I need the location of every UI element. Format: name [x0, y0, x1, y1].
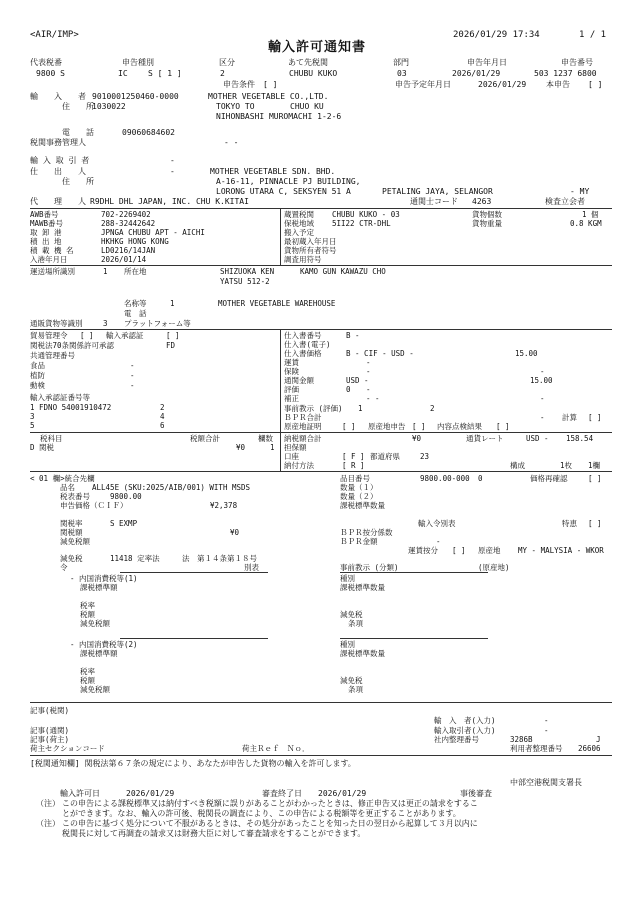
shanai-seiri-j: J	[596, 735, 601, 744]
keisan-value: [ ]	[588, 413, 602, 422]
label-nozei: 納税額合計	[284, 434, 322, 443]
shosho-3: 3	[30, 412, 35, 421]
transit-code: 1	[103, 267, 108, 276]
divider	[30, 265, 612, 266]
note-1b: とができます。なお、輸入の許可後、税関長の調査により、この申告による税額等を更正することがあります。	[62, 809, 461, 818]
label-transit: 運送場所識別	[30, 267, 75, 276]
juryo-value: 0.8 KGM	[570, 219, 602, 228]
note-mark-1: （注）	[36, 799, 60, 808]
label-dairi: 代表税番	[30, 58, 62, 67]
yotei-value: 2026/01/29	[478, 80, 527, 89]
label-hoken: 保険	[284, 367, 299, 376]
label-hosei: 補正	[284, 394, 299, 403]
tsukanshi-value: 4263	[472, 197, 492, 206]
shosho-1: 1 FDNO 54001910472	[30, 403, 112, 412]
shanai-seiri-value: 3286B	[510, 735, 533, 744]
shubetsu-value-2: S [ 1 ]	[148, 69, 182, 78]
label-rate: 通貨レート	[466, 434, 504, 443]
label-platform: 通販貨物等識別	[30, 319, 83, 328]
atesaki-value: CHUBU KUKO	[289, 69, 338, 78]
label-juryo: 貨物重量	[472, 219, 502, 228]
awb-value: 702-2269402	[101, 210, 151, 219]
label-gensanchi: 原産地	[478, 546, 501, 555]
shinkoku-date-value: 2026/01/29	[452, 69, 501, 78]
kakaku-saikakunin-value: [ ]	[588, 474, 602, 483]
label-torihiki-input: 輸入取引者(入力)	[434, 726, 496, 735]
label-kanzei-ritsu: 関税率	[60, 519, 83, 528]
label-kimei: 積 載 機 名	[30, 246, 74, 255]
gensan-shomei-value: [ ]	[342, 422, 356, 431]
label-todofuken: 都道府県	[370, 452, 400, 461]
divider	[30, 471, 612, 472]
consumption-1-zeigaku: 税額	[80, 610, 95, 619]
label-genmen-gaku: 減免税額	[60, 537, 90, 546]
shokuhin-value: -	[130, 361, 135, 370]
kosei-mai: 1枚	[560, 461, 573, 470]
label-shokuhin: 食品	[30, 361, 45, 370]
label-yunyu-rei: 輸入令別表	[418, 519, 456, 528]
document-title: 輸入許可通知書	[268, 40, 367, 55]
invoice-price-value: 15.00	[515, 349, 538, 358]
label-kensa: 検査立会者	[545, 197, 585, 206]
nozei-value: ¥0	[412, 434, 422, 443]
platform-value: プラットフォーム等	[124, 319, 191, 328]
label-ref-no: 荷主Ｒｅｆ Ｎｏ．	[242, 744, 310, 753]
note-2a: この申告に基づく処分について不服があるときは、その処分があったことを知った日の翌日から起算して３月以内に	[62, 819, 478, 828]
label-yotei: 申告予定年月日	[395, 80, 451, 89]
item-header: < 01 欄>統合先欄	[30, 474, 95, 483]
hyoka-dash: -	[366, 385, 371, 394]
bpr-dash: -	[436, 537, 441, 546]
label-shinkoku-no: 申告番号	[561, 58, 593, 67]
label-dairinin: 代 理 人	[30, 197, 86, 206]
shokubutsu-value: -	[130, 371, 135, 380]
label-kosu: 貨物個数	[472, 210, 502, 219]
label-shinsa-date: 審査終了日	[262, 789, 302, 798]
tsumidashi-value: HKHKG HONG KONG	[101, 237, 169, 246]
label-shosho: 輸入承認証番号等	[30, 393, 90, 402]
unchin-value: -	[366, 358, 371, 367]
hosei-dash: -	[540, 394, 545, 403]
consumption-2-kazei: 課税標準額	[80, 649, 118, 658]
hinmei-value: ALL45E (SKU:2025/AIB/001) WITH MSDS	[92, 483, 251, 492]
invoice-no-value: B -	[346, 331, 360, 340]
label-invoice-electronic: 仕入書(電子)	[284, 340, 331, 349]
divider	[280, 433, 281, 471]
label-genzei: 減免税	[60, 554, 83, 563]
kyoka-date-value: 2026/01/29	[126, 789, 175, 798]
label-chosa: 調査用符号	[284, 255, 322, 264]
jizen-gensanchi: (原産地)	[478, 563, 510, 572]
rate-currency: USD -	[526, 434, 549, 443]
consumption-1-joko: 条項	[348, 619, 363, 628]
page-number: 1 / 1	[579, 30, 607, 40]
nofu-value: [ R ]	[342, 461, 365, 470]
customs-office: 中部空港税関支署長	[510, 778, 582, 787]
shonin-value: [ ]	[166, 331, 180, 340]
label-zochi: 蔵置税関	[284, 210, 314, 219]
label-transit-address: 所在地	[124, 267, 147, 276]
divider	[30, 755, 612, 756]
consumption-2-genmen: 減免税	[340, 676, 363, 685]
hinmoku-n: 0	[478, 474, 483, 483]
label-section-code: 荷主セクションコード	[30, 744, 105, 753]
label-kiji-nyushu: 記事(荷主)	[30, 735, 70, 744]
yunyusha-input-value: -	[544, 716, 549, 725]
importer-address-1: TOKYO TO	[216, 102, 255, 111]
note-2b: 税関長に対して再調査の請求又は財務大臣に対して審査請求をすることができます。	[62, 829, 366, 838]
hozei-value: 5II22 CTR-DHL	[332, 219, 391, 228]
shubetsu-value: IC	[118, 69, 128, 78]
label-tsukan: 通関金額	[284, 376, 314, 385]
label-joken: 申告条件	[223, 80, 255, 89]
label-shinkoku-shubetsu: 申告種別	[122, 58, 154, 67]
importer-name: MOTHER VEGETABLE CO.,LTD.	[208, 92, 329, 101]
hoken-dash: -	[540, 367, 545, 376]
tokkei-value: [ ]	[588, 519, 602, 528]
importer-code: 9010001250460-0000	[92, 92, 179, 101]
label-unchin-anbun: 運賃按分	[408, 546, 438, 555]
label-kosei: 構成	[510, 461, 525, 470]
label-rankazu: 欄数	[258, 434, 273, 443]
consumption-1-shubetsu: 種別	[340, 574, 355, 583]
label-zeimu: 税関事務管理人	[30, 138, 86, 147]
kanzei-gaku-value: ¥0	[230, 528, 240, 537]
kosu-value: 1 個	[582, 210, 599, 219]
label-hinmoku: 品目番号	[340, 474, 370, 483]
label-denwa: 電 話	[124, 309, 147, 318]
note-mark-2: （注）	[36, 819, 60, 828]
divider	[120, 638, 268, 639]
label-atesaki: あて先税関	[288, 58, 328, 67]
rate-value: 158.54	[566, 434, 594, 443]
torihiki-value: -	[170, 156, 175, 165]
label-bpr-keisu: ＢＰＲ按分係数	[340, 528, 393, 537]
todofuken-value: 23	[420, 452, 430, 461]
transit-address-1b: KAMO GUN KAWAZU CHO	[300, 267, 386, 276]
label-awb: AWB番号	[30, 210, 59, 219]
label-hyoka: 評価	[284, 385, 299, 394]
meisho-value: MOTHER VEGETABLE WAREHOUSE	[218, 299, 336, 308]
consumption-1-kazei-suryo: 課税標準数量	[340, 583, 385, 592]
zeigaku-total: ¥0	[236, 443, 246, 452]
label-shonin: 輸入承認証	[106, 331, 144, 340]
invoice-price-terms: B - CIF - USD -	[346, 349, 414, 358]
label-boeki: 貿易管理令	[30, 331, 68, 340]
label-cif: 申告価格（ＣＩＦ）	[60, 501, 128, 510]
honshinkoku-value: [ ]	[588, 80, 603, 89]
transit-address-1: SHIZUOKA KEN	[220, 267, 275, 276]
kimei-value: LD0216/14JAN	[101, 246, 156, 255]
consumption-2-kazei-suryo: 課税標準数量	[340, 649, 385, 658]
label-bpr-kingaku: ＢＰＲ金額	[340, 537, 378, 546]
consumption-2-joko: 条項	[348, 685, 363, 694]
divider	[30, 208, 612, 209]
shosho-6: 6	[160, 421, 165, 430]
consumption-2-menzei: 減免税額	[80, 685, 110, 694]
consumption-2-shubetsu: 種別	[340, 640, 355, 649]
label-kubun: 区分	[219, 58, 235, 67]
tsukan-currency: USD -	[346, 376, 369, 385]
label-kyotsu: 共通管理番号	[30, 351, 75, 360]
divider	[340, 638, 488, 639]
label-kiji-tsukan: 記事(通関)	[30, 726, 70, 735]
consumption-2-zeiritsu: 税率	[80, 667, 95, 676]
label-importer-address: 住 所	[62, 102, 94, 111]
label-yunyusha-input: 輸 入 者(入力)	[434, 716, 496, 725]
consumption-2-title: - 内国消費税等(2)	[70, 640, 138, 649]
label-kanzei-gaku: 関税額	[60, 528, 83, 537]
label-importer: 輸 入 者	[30, 92, 86, 101]
keisan-dash: -	[540, 413, 545, 422]
label-jizen-bunrui: 事前教示 (分類)	[340, 563, 399, 572]
meisho-code: 1	[170, 299, 175, 308]
label-jizen-hyoka: 事前教示 (評価)	[284, 404, 343, 413]
label-hinmei: 品名	[60, 483, 75, 492]
kanzei-ritsu-value: S EXMP	[110, 519, 138, 528]
cif-value: ¥2,378	[210, 501, 238, 510]
divider	[280, 209, 281, 266]
label-naiyo: 内容点検結果	[437, 422, 482, 431]
label-suryo-1: 数量（１）	[340, 483, 378, 492]
torihiki-input-value: -	[544, 726, 549, 735]
consumption-1-kazei: 課税標準額	[80, 583, 118, 592]
label-shinkoku-date: 申告年月日	[467, 58, 507, 67]
genzei-value: 11418 定率法	[110, 554, 160, 563]
doken-value: -	[130, 381, 135, 390]
label-shidashi: 仕 出 人	[30, 167, 86, 176]
tsukan-value: 15.00	[530, 376, 553, 385]
shosho-4: 4	[160, 412, 165, 421]
label-hozei: 保税地域	[284, 219, 314, 228]
label-kiji-zeikan: 記事(税関)	[30, 706, 70, 715]
label-tsukanshi: 通関士コード	[410, 197, 458, 206]
label-bumon: 部門	[393, 58, 409, 67]
shidashi-value: -	[170, 167, 175, 176]
torioroshi-value: JPNGA CHUBU APT - AICHI	[101, 228, 205, 237]
label-torioroshi: 取 卸 港	[30, 228, 62, 237]
label-bpr-total: ＢＰＲ合計	[284, 413, 322, 422]
shosho-2: 2	[160, 403, 165, 412]
label-tokkei: 特恵	[562, 519, 577, 528]
notice-text: [税関通知欄] 関税法第６７条の規定により、あなたが申告した貨物の輸入を許可します。	[30, 759, 356, 768]
divider	[120, 572, 268, 573]
importer-tel: 09060684602	[122, 128, 175, 137]
bumon-value: 03	[397, 69, 407, 78]
label-nofu: 納付方法	[284, 461, 314, 470]
label-riyosha-seiri: 利用者整理番号	[510, 744, 563, 753]
riyosha-seiri-value: 26606	[578, 744, 601, 753]
importer-zip: 1030022	[92, 102, 126, 111]
hinmoku-value: 9800.00-000	[420, 474, 470, 483]
zeihyo-value: 9800.00	[110, 492, 142, 501]
label-hannyu: 搬入予定	[284, 228, 314, 237]
label-invoice-price: 仕入書価格	[284, 349, 322, 358]
naiyo-value: [ ]	[496, 422, 510, 431]
divider	[30, 702, 612, 703]
consumption-1-genmen: 減免税	[340, 610, 363, 619]
divider	[340, 572, 488, 573]
label-tanpo: 担保額	[284, 443, 307, 452]
koza-value: [ F ]	[342, 452, 365, 461]
label-jigo-shinsa: 事後審査	[460, 789, 492, 798]
exporter-address-1: A-16-11, PINNACLE PJ BUILDING,	[216, 177, 361, 186]
label-importer-tel: 電 話	[62, 128, 94, 137]
label-shanai-seiri: 社内整理番号	[434, 735, 479, 744]
shosho-5: 5	[30, 421, 35, 430]
hoken-value: -	[366, 367, 371, 376]
joken-value: [ ]	[263, 80, 278, 89]
label-meisho: 名称等	[124, 299, 147, 308]
nyuko-value: 2026/01/14	[101, 255, 147, 264]
dairi-value: 9800 S	[36, 69, 65, 78]
label-mawb: MAWB番号	[30, 219, 64, 228]
label-keisan: 計算	[562, 413, 577, 422]
zeimu-value: - -	[224, 138, 239, 147]
label-gensan-shomei: 原産地証明	[284, 422, 322, 431]
label-unchin: 運賃	[284, 358, 299, 367]
gensanchi-value: MY - MALYSIA - WKOR	[518, 546, 604, 555]
label-kyoka-date: 輸入許可日	[60, 789, 100, 798]
hoken70-value: FD	[166, 341, 176, 350]
label-zeimoku: 税科目	[40, 434, 63, 443]
label-invoice-no: 仕入書番号	[284, 331, 322, 340]
exporter-address-3: PETALING JAYA, SELANGOR	[382, 187, 493, 196]
label-honshinkoku: 本申告	[546, 80, 570, 89]
jizen-2: 2	[430, 404, 435, 413]
kubun-value: 2	[220, 69, 225, 78]
shinsa-date-value: 2026/01/29	[318, 789, 367, 798]
consumption-2-zeigaku: 税額	[80, 676, 95, 685]
label-shoyu: 貨物所有者符号	[284, 246, 337, 255]
genzei-ho: 法 第１４条第１８号	[182, 554, 257, 563]
system-code: <AIR/IMP>	[30, 30, 79, 40]
jizen-1: 1	[358, 404, 363, 413]
shinkoku-no-value: 503 1237 6800	[534, 69, 597, 78]
label-kazei-suryo: 課税標準数量	[340, 501, 385, 510]
hyoka-value: 0	[346, 385, 351, 394]
mawb-value: 288-32442642	[101, 219, 156, 228]
label-hoken70: 関税法70条関係許可承認	[30, 341, 115, 350]
consumption-1-title: - 内国消費税等(1)	[70, 574, 138, 583]
boeki-value: [ ]	[80, 331, 94, 340]
gensan-shinkoku-value: [ ]	[412, 422, 426, 431]
genzei-beppyo: 別表	[244, 563, 259, 572]
label-koza: 口座	[284, 452, 299, 461]
zochi-value: CHUBU KUKO - 03	[332, 210, 400, 219]
kanzei-zeimoku: D 関税	[30, 443, 55, 452]
print-datetime: 2026/01/29 17:34	[453, 30, 540, 40]
hosei-value: - -	[366, 394, 380, 403]
exporter-name: MOTHER VEGETABLE SDN. BHD.	[210, 167, 336, 176]
label-zeigaku-total: 税額合計	[190, 434, 220, 443]
platform-code: 3	[103, 319, 108, 328]
label-torihiki: 輸 入 取 引 者	[30, 156, 90, 165]
label-saisho: 最初蔵入年月日	[284, 237, 337, 246]
divider	[280, 330, 281, 432]
label-nyuko: 入港年月日	[30, 255, 68, 264]
transit-address-2: YATSU 512-2	[220, 277, 270, 286]
label-zeihyo: 税表番号	[60, 492, 90, 501]
label-suryo-2: 数量（２）	[340, 492, 378, 501]
label-gensan-shinkoku: 原産地申告	[368, 422, 406, 431]
consumption-1-zeiritsu: 税率	[80, 601, 95, 610]
rankazu-value: 1	[270, 443, 275, 452]
kosei-ran: 1欄	[588, 461, 601, 470]
dairinin-value: R9DHL DHL JAPAN, INC. CHU K.KITAI	[90, 197, 249, 206]
label-shokubutsu: 植防	[30, 371, 45, 380]
note-1a: この申告による課税標準又は納付すべき税額に誤りがあることがわかったときは、修正申告又は更正の請求をするこ	[62, 799, 478, 808]
genzei-rei: 令	[60, 563, 68, 572]
divider	[30, 329, 612, 330]
label-kakaku-saikakunin: 価格再確認	[530, 474, 568, 483]
label-doken: 動検	[30, 381, 45, 390]
consumption-1-menzei: 減免税額	[80, 619, 110, 628]
label-tsumidashi: 積 出 地	[30, 237, 62, 246]
label-exporter-address: 住 所	[62, 177, 94, 186]
exporter-country: - MY	[570, 187, 590, 196]
exporter-address-2: LORONG UTARA C, SEKSYEN 51 A	[216, 187, 351, 196]
unchin-anbun-value: [ ]	[452, 546, 466, 555]
divider	[30, 432, 612, 433]
importer-address-2: NIHONBASHI MUROMACHI 1-2-6	[216, 112, 342, 121]
importer-address-1b: CHUO KU	[290, 102, 324, 111]
